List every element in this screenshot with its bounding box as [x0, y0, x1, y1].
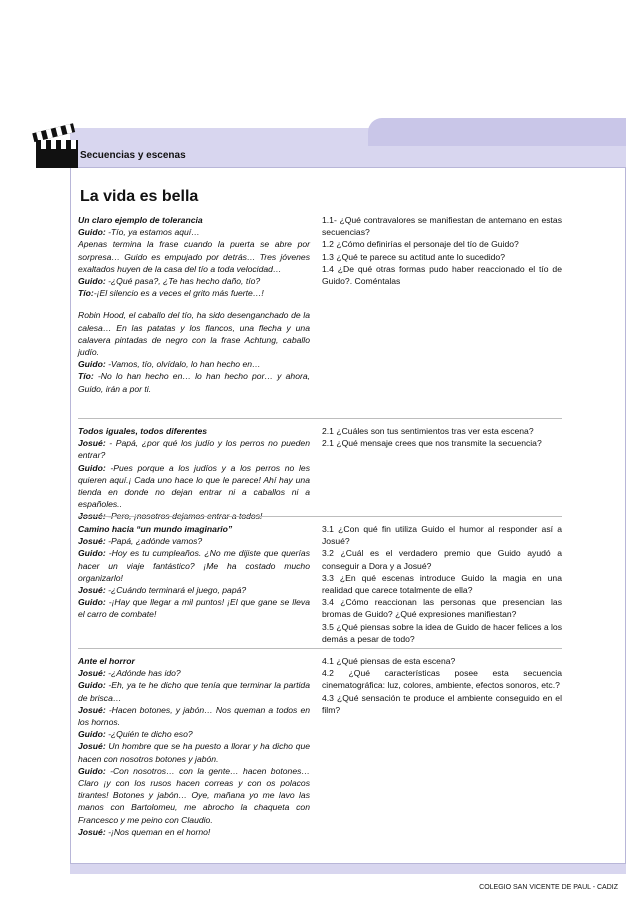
dialogue-line	[78, 667, 310, 679]
questions-column	[318, 214, 562, 395]
question-item: 1.3 ¿Qué te parece su actitud ante lo sucedido?	[322, 251, 505, 262]
dialogue-text: -Con nosotros… con la gente… hacen botones… Claro ¡y con los rusos hacen correas y con os polacos tirantes! Botones y jabón… Oye, mañana yo me lavo las manos con Bartolomeu, me abrocho la chaqueta con Francesco y me peino con Claudio.	[78, 765, 310, 825]
dialogue-text: -Hacen botones, y jabón… Nos queman a todos en los hornos.	[78, 704, 310, 728]
speaker-name: Tío:	[78, 371, 94, 382]
section-title: Ante el horror	[78, 656, 135, 666]
question-item: 3.3 ¿En qué escenas introduce Guido la magia en una realidad que carece totalmente de ella?	[322, 572, 562, 596]
dialogue-line	[78, 826, 310, 838]
dialogue-text: -No lo han hecho en… lo han hecho por… y ahora, Guido, irán a por ti.	[78, 371, 310, 394]
question-item: 1.2 ¿Cómo definirías el personaje del tío de Guido?	[322, 239, 519, 250]
question-item: 4.2 ¿Qué características posee esta secuencia cinematográfica: luz, colores, ambiente, efectos sonoros, etc.?	[322, 668, 562, 691]
speaker-name: Guido:	[78, 227, 106, 238]
speaker-name: Guido:	[78, 276, 106, 287]
section-row	[78, 516, 562, 645]
section-row	[78, 214, 562, 395]
dialogue-line	[78, 704, 310, 728]
question-item: 3.2 ¿Cuál es el verdadero premio que Guido ayudó a conseguir a Dora y a Josué?	[322, 548, 562, 571]
dialogue-line	[78, 437, 310, 461]
section-row	[78, 648, 562, 838]
speaker-name: Josué:	[78, 536, 106, 547]
question-item: 3.1 ¿Con qué fin utiliza Guido el humor al responder así a Josué?	[322, 524, 562, 547]
speaker-name: Guido:	[78, 359, 106, 370]
section-title: Camino hacia “un mundo imaginario”	[78, 524, 233, 534]
dialogue-text: -Papá, ¿adónde vamos?	[105, 536, 203, 547]
speaker-name: Josué:	[78, 668, 106, 679]
dialogue-line	[78, 740, 310, 764]
dialogue-text: -Hoy es tu cumpleaños. ¿No me dijiste que querías hacer un viaje fantástico? ¡Me ha costado mucho organizarlo!	[78, 548, 310, 583]
dialogue-line	[78, 358, 310, 370]
page-title: La vida es bella	[80, 188, 199, 205]
speaker-name: Guido:	[78, 765, 106, 776]
dialogue-column	[78, 655, 318, 838]
dialogue-text: -¿Adónde has ido?	[105, 668, 181, 679]
question-item: 3.4 ¿Cómo reaccionan las personas que presencian las bromas de Guido? ¿Qué expresiones manifiestan?	[322, 597, 562, 620]
dialogue-text: -Pero, ¡nosotros dejamos entrar a todos!	[105, 511, 263, 522]
dialogue-column	[78, 214, 318, 395]
dialogue-line	[78, 728, 310, 740]
section-title: Todos iguales, todos diferentes	[78, 426, 208, 436]
dialogue-line	[78, 596, 310, 620]
section-label: Secuencias y escenas	[80, 150, 186, 161]
dialogue-line	[78, 238, 310, 275]
dialogue-line	[78, 547, 310, 584]
dialogue-text: -Vamos, tío, olvídalo, lo han hecho en…	[105, 359, 261, 370]
dialogue-line	[78, 309, 310, 358]
paragraph-gap	[78, 299, 310, 309]
dialogue-text: Apenas termina la frase cuando la puerta se abre por sorpresa… Guido es empujado por detrás… Tres jóvenes exaltados huyen de la casa del tío a toda velocidad…	[78, 239, 310, 274]
dialogue-line	[78, 287, 310, 299]
question-item: 4.3 ¿Qué sensación te produce el ambiente conseguido en el film?	[322, 692, 562, 715]
dialogue-line	[78, 462, 310, 511]
questions-column	[318, 655, 562, 838]
question-item: 2.1 ¿Qué mensaje crees que nos transmite la secuencia?	[322, 438, 542, 449]
dialogue-line	[78, 535, 310, 547]
dialogue-text: Un hombre que se ha puesto a llorar y ha dicho que hacen con nosotros botones y jabón.	[78, 741, 310, 764]
questions-column	[318, 523, 562, 645]
speaker-name: Guido:	[78, 680, 106, 691]
dialogue-text: -Tío, ya estamos aquí…	[105, 227, 200, 238]
question-item: 2.1 ¿Cuáles son tus sentimientos tras ver esta escena?	[322, 426, 534, 436]
dialogue-line	[78, 226, 310, 238]
dialogue-line	[78, 370, 310, 394]
dialogue-line	[78, 765, 310, 826]
dialogue-column	[78, 523, 318, 645]
dialogue-text: -¿Quién te dicho eso?	[105, 729, 193, 740]
question-item: 4.1 ¿Qué piensas de esta escena?	[322, 656, 456, 666]
dialogue-text: -¿Cuándo terminará el juego, papá?	[105, 585, 247, 596]
speaker-name: Guido:	[78, 597, 106, 608]
header-tab-decoration	[368, 118, 626, 146]
dialogue-text: -¿Qué pasa?, ¿Te has hecho daño, tío?	[105, 276, 261, 287]
footer-school: COLEGIO SAN VICENTE DE PAUL - CADIZ	[479, 884, 618, 891]
dialogue-line	[78, 679, 310, 703]
section-title: Un claro ejemplo de tolerancia	[78, 215, 203, 225]
clapperboard-icon	[30, 122, 82, 170]
speaker-name: Josué:	[78, 511, 106, 522]
dialogue-text: -Eh, ya te he dicho que tenía que terminar la partida de brisca…	[78, 680, 310, 703]
frame-bottom-band	[70, 864, 626, 874]
dialogue-line	[78, 584, 310, 596]
speaker-name: Tío:	[78, 288, 94, 299]
speaker-name: Josué:	[78, 438, 106, 449]
question-item: 1.4 ¿De qué otras formas pudo haber reaccionado el tío de Guido?. Coméntalas	[322, 263, 562, 287]
speaker-name: Guido:	[78, 462, 106, 473]
dialogue-column	[78, 425, 318, 523]
dialogue-text: -¡Hay que llegar a mil puntos! ¡El que gane se lleva el carro de combate!	[78, 597, 310, 620]
dialogue-text: -¡Nos queman en el horno!	[105, 826, 211, 837]
dialogue-text: -Pues porque a los judíos y a los perros no les quieren aquí.¡ Cada uno hace lo que le parece! Ahí hay una tienda en donde no dejan entrar ni a caballos ni a españoles..	[78, 462, 310, 510]
dialogue-text: Robin Hood, el caballo del tío, ha sido desenganchado de la calesa… En las patatas y los flancos, una flecha y una calavera pintadas de negro con la frase Achtung, caballo judío.	[78, 310, 310, 358]
dialogue-text: - Papá, ¿por qué los judío y los perros no pueden entrar?	[78, 438, 310, 461]
speaker-name: Guido:	[78, 729, 106, 740]
speaker-name: Josué:	[78, 704, 106, 715]
section-row	[78, 418, 562, 523]
speaker-name: Guido:	[78, 548, 106, 559]
dialogue-line	[78, 275, 310, 287]
speaker-name: Josué:	[78, 741, 106, 752]
speaker-name: Josué:	[78, 826, 106, 837]
question-item: 3.5 ¿Qué piensas sobre la idea de Guido de hacer felices a los demás a pesar de todo?	[322, 621, 562, 644]
questions-column	[318, 425, 562, 523]
question-item: 1.1- ¿Qué contravalores se manifiestan de antemano en estas secuencias?	[322, 215, 562, 238]
speaker-name: Josué:	[78, 585, 106, 596]
dialogue-text: -¡El silencio es a veces el grito más fuerte…!	[93, 288, 264, 299]
